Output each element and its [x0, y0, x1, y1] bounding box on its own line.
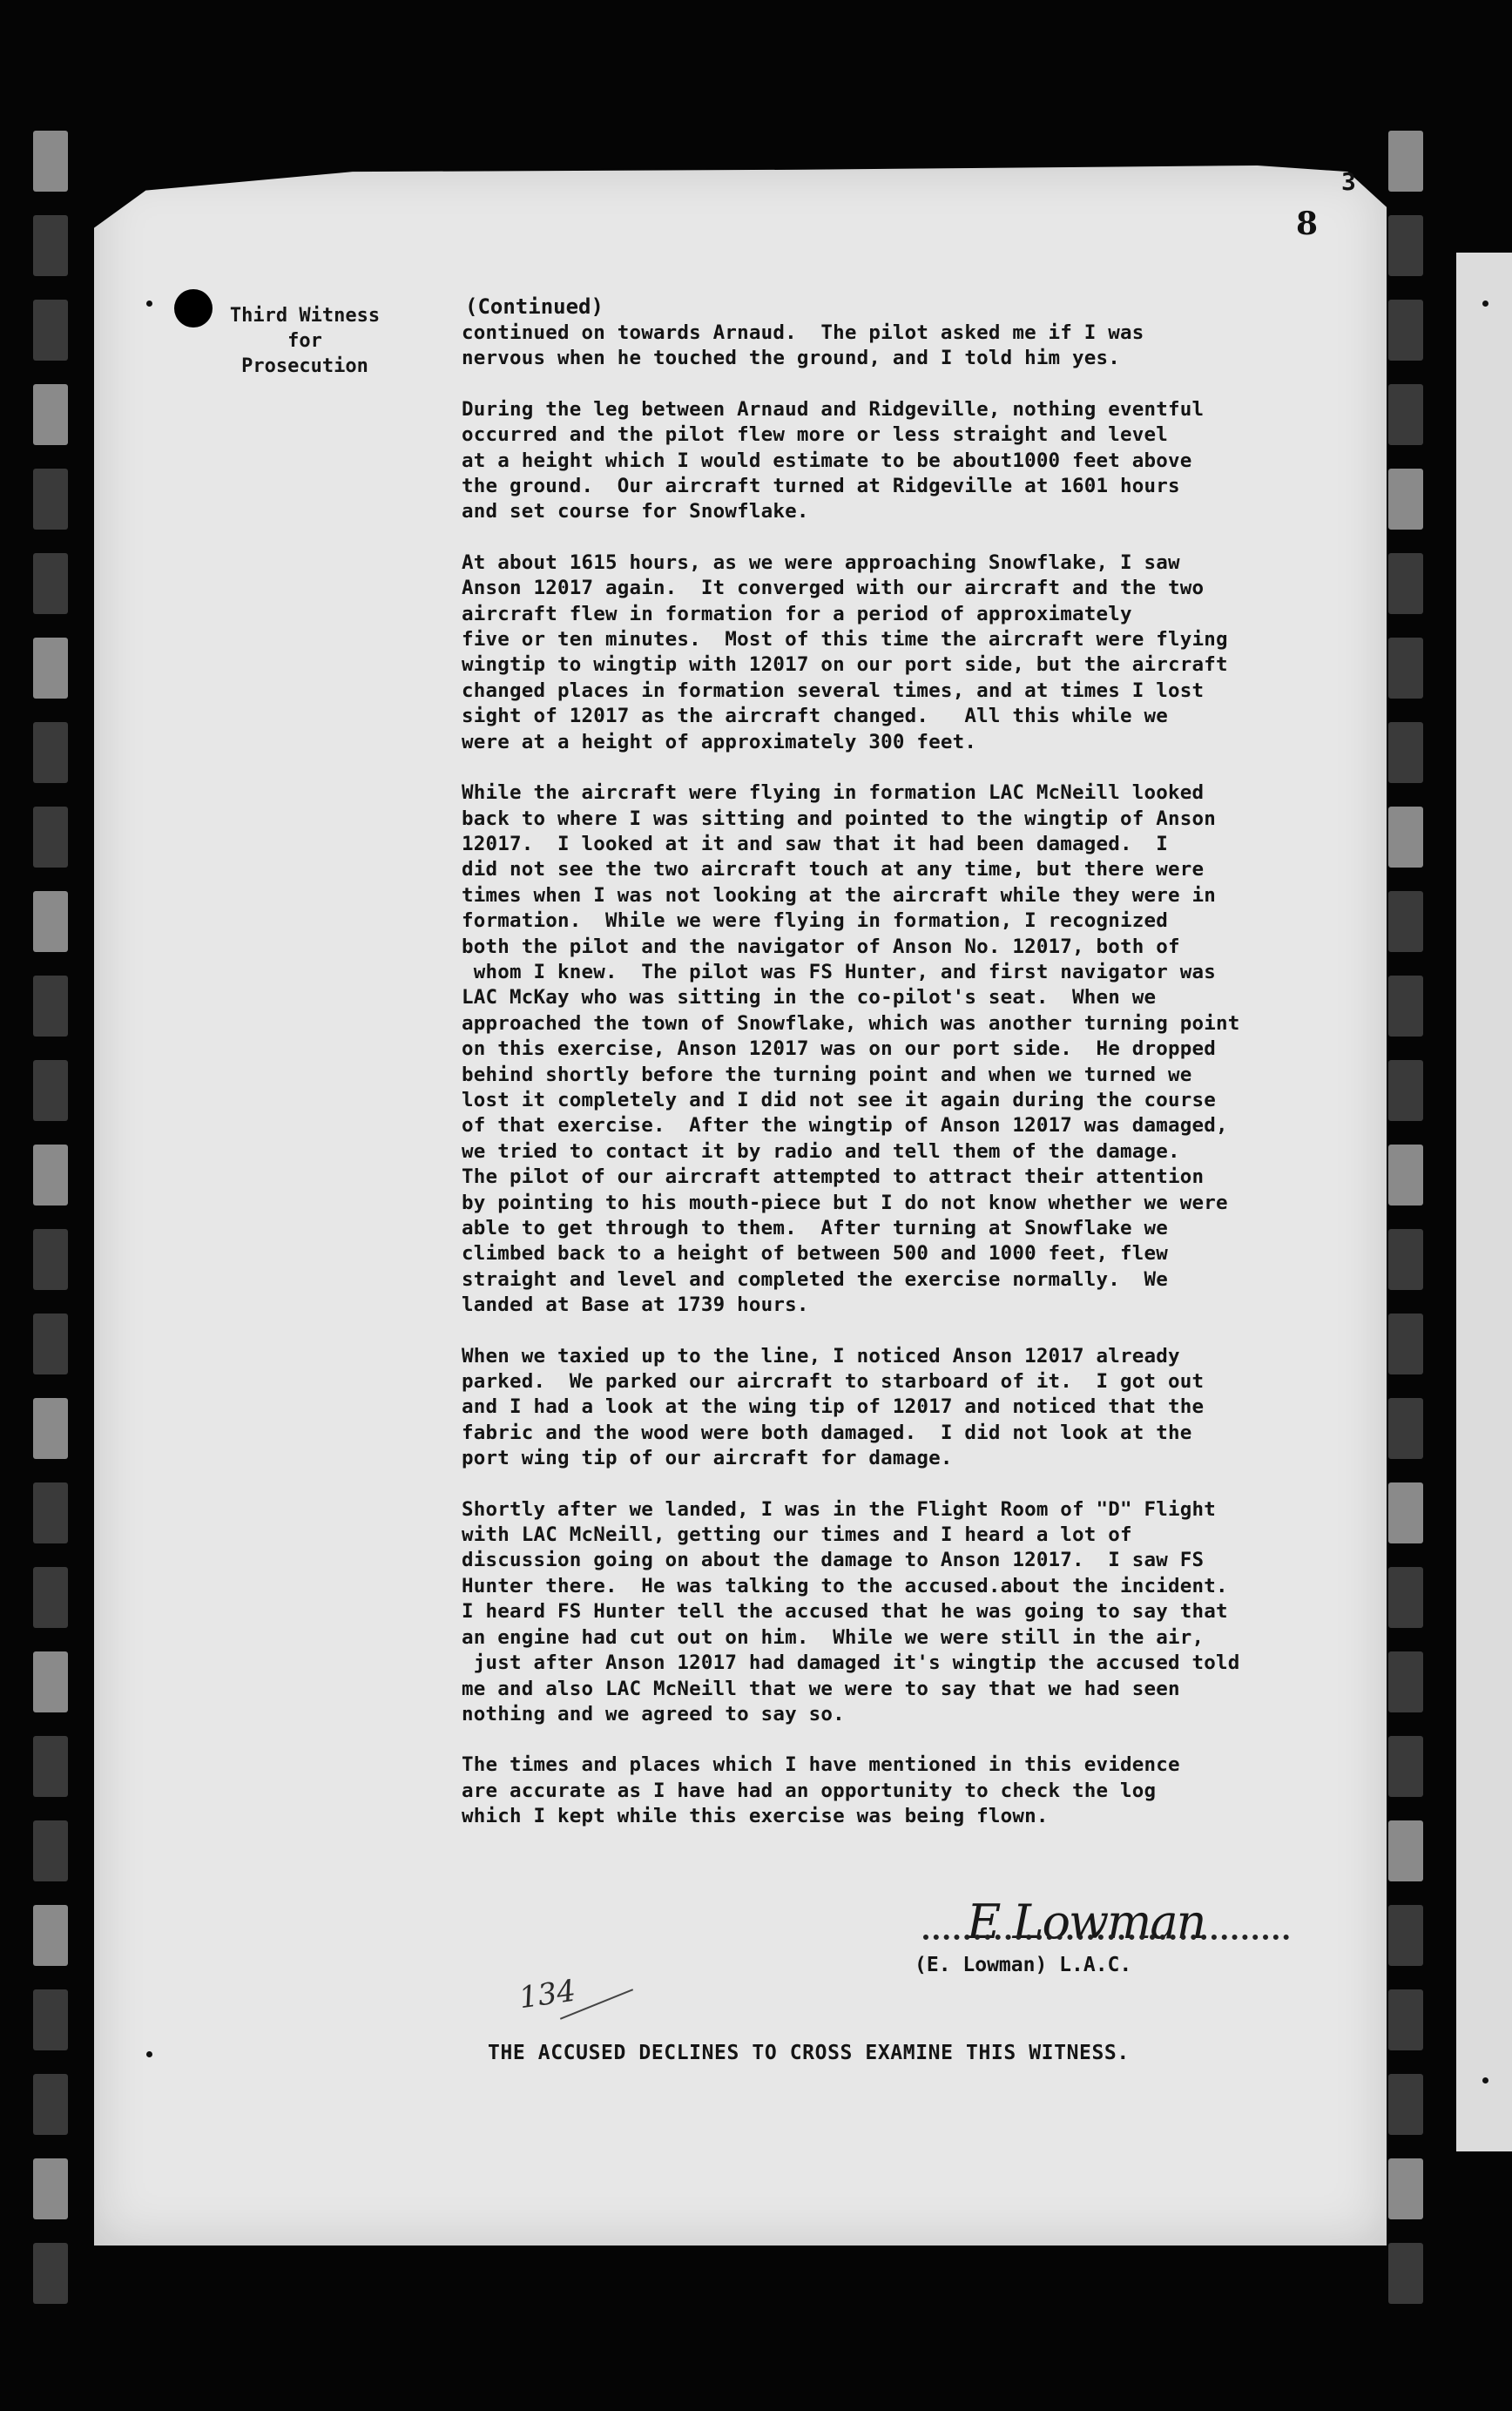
- text-line: Shortly after we landed, I was in the Flight Room of "D" Flight: [462, 1497, 1217, 1521]
- witness-margin-label: [218, 303, 392, 379]
- film-perforation: [1388, 1651, 1423, 1712]
- film-perforation: [1388, 638, 1423, 699]
- top-corner-mark: 3: [1341, 167, 1356, 196]
- text-line: parked. We parked our aircraft to starboard of it. I got out: [462, 1370, 1205, 1394]
- text-line: While the aircraft were flying in formation LAC McNeill looked: [462, 781, 1205, 805]
- testimony-paragraph: [462, 321, 1333, 372]
- film-perforation: [33, 300, 68, 361]
- testimony-body: [462, 321, 1333, 1855]
- film-perforation: [33, 1651, 68, 1712]
- film-perforation: [33, 2243, 68, 2304]
- film-perforation: [1388, 1989, 1423, 2050]
- film-perforation: [1388, 1398, 1423, 1459]
- film-perforation: [1388, 1060, 1423, 1121]
- film-perforation: [33, 1314, 68, 1374]
- handwritten-signature: E Lowman: [967, 1894, 1205, 1949]
- testimony-paragraph: [462, 780, 1333, 1319]
- film-perforation: [1388, 131, 1423, 192]
- film-perforation: [33, 553, 68, 614]
- text-line: times when I was not looking at the aircraft while they were in: [462, 883, 1217, 907]
- text-line: whom I knew. The pilot was FS Hunter, and first navigator was: [462, 960, 1217, 983]
- film-perforation: [1388, 1482, 1423, 1543]
- film-perforation: [33, 722, 68, 783]
- film-perforation: [33, 1736, 68, 1797]
- film-perforation: [33, 215, 68, 276]
- text-line: on this exercise, Anson 12017 was on our port side. He dropped: [462, 1037, 1217, 1061]
- text-line: of that exercise. After the wingtip of Anson 12017 was damaged,: [462, 1114, 1228, 1138]
- film-perforation: [1388, 1145, 1423, 1206]
- film-perforation: [33, 469, 68, 530]
- film-perforation: [1388, 2158, 1423, 2219]
- film-perforation: [1388, 469, 1423, 530]
- film-perforation: [1388, 807, 1423, 868]
- text-line: at a height which I would estimate to be about1000 feet above: [462, 449, 1192, 472]
- film-perforation: [33, 1145, 68, 1206]
- text-line: formation. While we were flying in formation, I recognized: [462, 909, 1169, 933]
- film-perforation: [1388, 1314, 1423, 1374]
- text-line: changed places in formation several times, and at times I lost: [462, 679, 1205, 702]
- film-strip-left: [26, 131, 78, 2343]
- film-perforation: [33, 131, 68, 192]
- text-line: Anson 12017 again. It converged with our aircraft and the two: [462, 577, 1205, 600]
- text-line: The times and places which I have mentioned in this evidence: [462, 1753, 1180, 1777]
- text-line: able to get through to them. After turning at Snowflake we: [462, 1217, 1169, 1239]
- film-perforation: [1388, 976, 1423, 1037]
- text-line: nervous when he touched the ground, and I told him yes.: [462, 347, 1121, 370]
- text-line: Hunter there. He was talking to the accused.about the incident.: [462, 1574, 1228, 1597]
- film-perforation: [33, 638, 68, 699]
- text-line: I heard FS Hunter tell the accused that he was going to say that: [462, 1600, 1228, 1624]
- film-perforation: [1388, 300, 1423, 361]
- film-perforation: [33, 1567, 68, 1628]
- text-line: occurred and the pilot flew more or less straight and level: [462, 423, 1169, 447]
- text-line: aircraft flew in formation for a period of approximately: [462, 602, 1132, 625]
- film-perforation: [1388, 215, 1423, 276]
- margin-dot: [146, 2051, 152, 2057]
- text-line: approached the town of Snowflake, which was another turning point: [462, 1011, 1240, 1035]
- text-line: did not see the two aircraft touch at any time, but there were: [462, 858, 1205, 881]
- testimony-paragraph: [462, 1344, 1333, 1472]
- film-perforation: [1388, 2243, 1423, 2304]
- text-line: During the leg between Arnaud and Ridgeville, nothing eventful: [462, 397, 1205, 421]
- film-perforation: [1388, 1820, 1423, 1881]
- text-line: me and also LAC McNeill that we were to say that we had seen: [462, 1677, 1180, 1700]
- text-line: back to where I was sitting and pointed to the wingtip of Anson: [462, 807, 1217, 830]
- text-line: nothing and we agreed to say so.: [462, 1702, 845, 1726]
- text-line: by pointing to his mouth-piece but I do not know whether we were: [462, 1191, 1228, 1214]
- testimony-paragraph: [462, 550, 1333, 755]
- film-perforation: [1388, 1229, 1423, 1290]
- film-perforation: [1388, 1905, 1423, 1966]
- text-line: wingtip to wingtip with 12017 on our port side, but the aircraft: [462, 653, 1228, 677]
- testimony-paragraph: [462, 397, 1333, 525]
- signature-line: [923, 1935, 1289, 1940]
- film-perforation: [33, 2158, 68, 2219]
- film-strip-right: [1385, 131, 1437, 2343]
- text-line: five or ten minutes. Most of this time the aircraft were flying: [462, 628, 1228, 652]
- text-line: The pilot of our aircraft attempted to attract their attention: [462, 1165, 1205, 1189]
- film-perforation: [33, 807, 68, 868]
- margin-dot: [1482, 301, 1488, 307]
- film-perforation: [33, 1820, 68, 1881]
- text-line: behind shortly before the turning point and when we turned we: [462, 1063, 1192, 1086]
- text-line: with LAC McNeill, getting our times and I heard a lot of: [462, 1523, 1132, 1547]
- text-line: we tried to contact it by radio and tell them of the damage.: [462, 1139, 1180, 1163]
- handwritten-page-note: 134: [516, 1973, 578, 2016]
- continued-heading: (Continued): [465, 294, 604, 319]
- margin-label-line: Third Witness: [229, 305, 381, 327]
- film-perforation: [33, 1398, 68, 1459]
- footer-statement: THE ACCUSED DECLINES TO CROSS EXAMINE THIS WITNESS.: [488, 2042, 1130, 2064]
- film-perforation: [33, 384, 68, 445]
- text-line: continued on towards Arnaud. The pilot asked me if I was: [462, 321, 1144, 344]
- margin-label-line: for: [287, 330, 322, 352]
- film-perforation: [33, 1905, 68, 1966]
- text-line: were at a height of approximately 300 feet.: [462, 730, 977, 753]
- page-number: 8: [1296, 206, 1319, 242]
- film-perforation: [1388, 1567, 1423, 1628]
- film-perforation: [1388, 722, 1423, 783]
- text-line: and set course for Snowflake.: [462, 500, 809, 523]
- text-line: climbed back to a height of between 500 and 1000 feet, flew: [462, 1242, 1169, 1266]
- text-line: landed at Base at 1739 hours.: [462, 1293, 809, 1317]
- film-perforation: [33, 1060, 68, 1121]
- film-perforation: [1388, 553, 1423, 614]
- text-line: At about 1615 hours, as we were approaching Snowflake, I saw: [462, 550, 1180, 574]
- film-perforation: [33, 1482, 68, 1543]
- text-line: LAC McKay who was sitting in the co-pilot's seat. When we: [462, 986, 1157, 1010]
- film-perforation: [33, 1989, 68, 2050]
- margin-dot: [1482, 2077, 1488, 2083]
- film-perforation: [33, 1229, 68, 1290]
- margin-dot: [146, 301, 152, 307]
- punch-hole: [174, 289, 213, 328]
- text-line: which I kept while this exercise was being flown.: [462, 1805, 1049, 1828]
- signatory-name: (E. Lowman) L.A.C.: [915, 1954, 1132, 1976]
- text-line: an engine had cut out on him. While we were still in the air,: [462, 1625, 1205, 1649]
- text-line: are accurate as I have had an opportunity to check the log: [462, 1779, 1157, 1802]
- text-line: the ground. Our aircraft turned at Ridgeville at 1601 hours: [462, 475, 1180, 498]
- film-perforation: [1388, 1736, 1423, 1797]
- film-perforation: [33, 976, 68, 1037]
- text-line: fabric and the wood were both damaged. I did not look at the: [462, 1421, 1192, 1444]
- testimony-paragraph: [462, 1753, 1333, 1829]
- testimony-paragraph: [462, 1497, 1333, 1728]
- film-perforation: [1388, 891, 1423, 952]
- text-line: When we taxied up to the line, I noticed Anson 12017 already: [462, 1344, 1180, 1368]
- film-perforation: [1388, 2074, 1423, 2135]
- text-line: port wing tip of our aircraft for damage.: [462, 1447, 953, 1470]
- film-perforation: [1388, 384, 1423, 445]
- text-line: both the pilot and the navigator of Anson No. 12017, both of: [462, 935, 1180, 958]
- text-line: discussion going on about the damage to Anson 12017. I saw FS: [462, 1549, 1205, 1572]
- text-line: just after Anson 12017 had damaged it's wingtip the accused told: [462, 1651, 1240, 1675]
- signature-block: [871, 1894, 1324, 1990]
- text-line: and I had a look at the wing tip of 12017 and noticed that the: [462, 1395, 1205, 1419]
- adjacent-page-edge: [1456, 253, 1512, 2151]
- film-perforation: [33, 891, 68, 952]
- text-line: sight of 12017 as the aircraft changed. All this while we: [462, 705, 1169, 728]
- film-perforation: [33, 2074, 68, 2135]
- text-line: lost it completely and I did not see it again during the course: [462, 1088, 1217, 1111]
- text-line: 12017. I looked at it and saw that it had been damaged. I: [462, 832, 1169, 855]
- margin-label-line: Prosecution: [241, 355, 368, 377]
- text-line: straight and level and completed the exercise normally. We: [462, 1267, 1169, 1291]
